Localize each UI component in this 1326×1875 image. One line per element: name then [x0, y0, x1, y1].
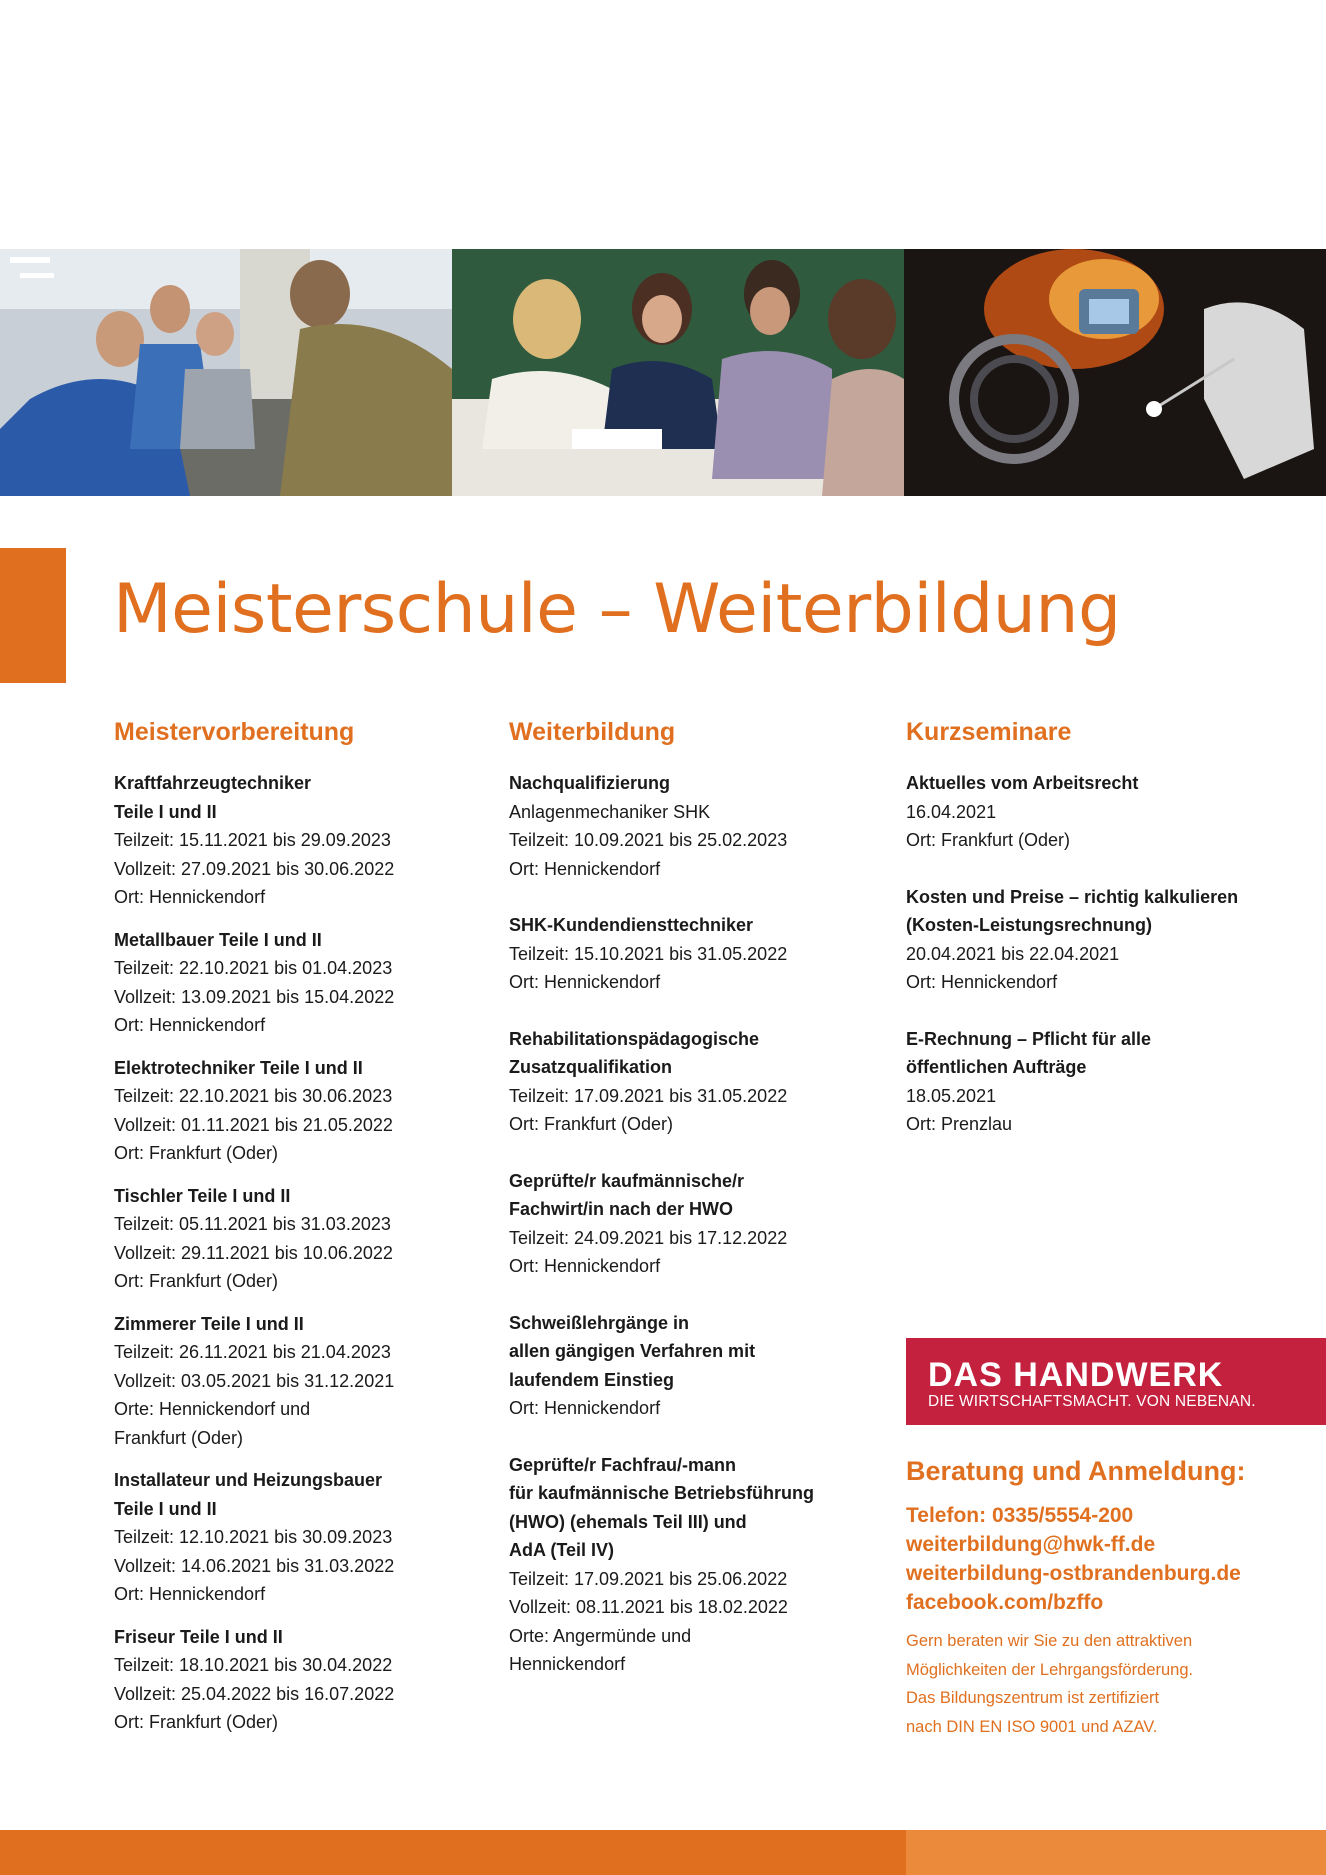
- course-detail-line: Vollzeit: 13.09.2021 bis 15.04.2022: [114, 986, 395, 1007]
- course-detail-line: Vollzeit: 08.11.2021 bis 18.02.2022: [509, 1597, 788, 1617]
- course-detail-line: Teilzeit: 05.11.2021 bis 31.03.2023: [114, 1214, 391, 1234]
- course-entry: [114, 1054, 474, 1168]
- phone-number[interactable]: Telefon: 0335/5554-200: [906, 1504, 1134, 1527]
- course-title-line: Schweißlehrgänge in: [509, 1312, 690, 1333]
- course-detail-line: Teilzeit: 10.09.2021 bis 25.02.2023: [509, 830, 788, 850]
- course-detail-line: Ort: Frankfurt (Oder): [114, 1712, 279, 1732]
- course-entry: [906, 769, 1306, 855]
- course-entry: [114, 1466, 474, 1609]
- course-detail-line: Frankfurt (Oder): [114, 1427, 244, 1448]
- banner-slogan: DIE WIRTSCHAFTSMACHT. VON NEBENAN.: [928, 1393, 1256, 1410]
- course-entry: [114, 1310, 474, 1453]
- column-title: Weiterbildung: [509, 718, 676, 746]
- course-title-line: Tischler Teile I und II: [114, 1185, 291, 1206]
- course-entry: [509, 911, 869, 997]
- course-detail-line: Teilzeit: 22.10.2021 bis 30.06.2023: [114, 1086, 393, 1106]
- footer-bar: [0, 1830, 906, 1875]
- contact-note: [906, 1627, 1316, 1741]
- course-title-line: Installateur und Heizungsbauer: [114, 1470, 383, 1490]
- welding-photo: [904, 249, 1326, 496]
- course-title-line: Aktuelles vom Arbeitsrecht: [906, 773, 1139, 793]
- column-title: Kurzseminare: [906, 718, 1072, 746]
- course-entry: [114, 1623, 474, 1737]
- course-detail-line: Ort: Hennickendorf: [509, 1256, 661, 1276]
- banner-logo-text: DAS HANDWERK: [928, 1356, 1224, 1394]
- course-title-line: Fachwirt/in nach der HWO: [509, 1199, 734, 1219]
- course-title-line: (Kosten-Leistungsrechnung): [906, 915, 1152, 935]
- course-title-line: Rehabilitationspädagogische: [509, 1028, 760, 1049]
- course-title-line: laufendem Einstieg: [509, 1369, 675, 1390]
- course-detail-line: Ort: Hennickendorf: [509, 972, 661, 992]
- course-detail-line: Ort: Hennickendorf: [509, 1398, 661, 1418]
- footer-bar-light: [906, 1830, 1326, 1875]
- contact-title: Beratung und Anmeldung:: [906, 1456, 1246, 1486]
- course-title-line: AdA (Teil IV): [509, 1540, 614, 1560]
- course-detail-line: Teilzeit: 22.10.2021 bis 01.04.2023: [114, 958, 393, 978]
- course-entry: [509, 1167, 869, 1281]
- course-detail-line: Ort: Hennickendorf: [114, 1584, 266, 1604]
- course-entry: [509, 1309, 869, 1423]
- course-entry: [114, 769, 474, 912]
- course-entry: [906, 1025, 1306, 1139]
- course-entry: [509, 1025, 869, 1139]
- note-line: Gern beraten wir Sie zu den attraktiven: [906, 1632, 1193, 1650]
- course-title-line: Nachqualifizierung: [509, 773, 671, 793]
- course-entry: [114, 926, 474, 1040]
- course-title-line: Elektrotechniker Teile I und II: [114, 1057, 363, 1078]
- course-detail-line: Ort: Prenzlau: [906, 1114, 1013, 1134]
- course-entry: [906, 883, 1306, 997]
- column-meistervorbereitung: [114, 715, 474, 1751]
- course-detail-line: Ort: Hennickendorf: [509, 858, 661, 879]
- column-title: Meistervorbereitung: [114, 718, 355, 746]
- course-title-line: Teile I und II: [114, 1498, 217, 1519]
- course-detail-line: Teilzeit: 18.10.2021 bis 30.04.2022: [114, 1655, 393, 1675]
- course-title-line: allen gängigen Verfahren mit: [509, 1341, 756, 1361]
- photo-strip: [0, 249, 1326, 496]
- course-title-line: E-Rechnung – Pflicht für alle: [906, 1028, 1152, 1049]
- course-entry: [509, 1451, 869, 1679]
- course-detail-line: Teilzeit: 24.09.2021 bis 17.12.2022: [509, 1227, 788, 1248]
- course-detail-line: 18.05.2021: [906, 1085, 997, 1106]
- course-detail-line: Teilzeit: 17.09.2021 bis 31.05.2022: [509, 1085, 788, 1106]
- course-title-line: Kosten und Preise – richtig kalkulieren: [906, 886, 1239, 907]
- course-title-line: Geprüfte/r Fachfrau/-mann: [509, 1454, 737, 1475]
- course-detail-line: 16.04.2021: [906, 801, 997, 822]
- course-title-line: Metallbauer Teile I und II: [114, 929, 322, 950]
- course-title-line: Teile I und II: [114, 801, 217, 822]
- facebook-link[interactable]: facebook.com/bzffo: [906, 1591, 1104, 1614]
- course-title-line: (HWO) (ehemals Teil III) und: [509, 1511, 747, 1532]
- classroom-photo: [452, 249, 904, 496]
- course-detail-line: Hennickendorf: [509, 1654, 626, 1674]
- course-detail-line: Vollzeit: 14.06.2021 bis 31.03.2022: [114, 1555, 395, 1576]
- accent-bar: [0, 548, 66, 683]
- course-detail-line: Teilzeit: 12.10.2021 bis 30.09.2023: [114, 1527, 393, 1547]
- column-weiterbildung: [509, 715, 869, 1707]
- course-title-line: Zusatzqualifikation: [509, 1057, 673, 1077]
- course-title-line: Geprüfte/r kaufmännische/r: [509, 1170, 745, 1191]
- note-line: Möglichkeiten der Lehrgangsförderung.: [906, 1660, 1194, 1679]
- course-title-line: Zimmerer Teile I und II: [114, 1313, 304, 1334]
- course-detail-line: Ort: Hennickendorf: [906, 972, 1058, 992]
- note-line: Das Bildungszentrum ist zertifiziert: [906, 1689, 1160, 1707]
- course-title-line: SHK-Kundendiensttechniker: [509, 915, 754, 935]
- course-detail-line: Ort: Hennickendorf: [114, 1015, 266, 1035]
- course-detail-line: Vollzeit: 27.09.2021 bis 30.06.2022: [114, 858, 395, 879]
- course-detail-line: Orte: Angermünde und: [509, 1625, 692, 1646]
- course-title-line: für kaufmännische Betriebsführung: [509, 1483, 815, 1503]
- course-detail-line: Anlagenmechaniker SHK: [509, 801, 711, 822]
- course-detail-line: Ort: Frankfurt (Oder): [114, 1143, 279, 1163]
- course-detail-line: Ort: Frankfurt (Oder): [114, 1271, 279, 1291]
- course-detail-line: Ort: Hennickendorf: [114, 887, 266, 907]
- course-detail-line: Teilzeit: 15.11.2021 bis 29.09.2023: [114, 830, 391, 850]
- course-detail-line: Teilzeit: 26.11.2021 bis 21.04.2023: [114, 1342, 391, 1362]
- page-title: Meisterschule – Weiterbildung: [113, 570, 1121, 649]
- email-link[interactable]: weiterbildung@hwk-ff.de: [906, 1533, 1156, 1556]
- note-line: nach DIN EN ISO 9001 und AZAV.: [906, 1717, 1158, 1736]
- course-detail-line: Vollzeit: 29.11.2021 bis 10.06.2022: [114, 1242, 393, 1263]
- course-title-line: Friseur Teile I und II: [114, 1626, 283, 1647]
- course-detail-line: Vollzeit: 01.11.2021 bis 21.05.2022: [114, 1114, 393, 1135]
- website-link[interactable]: weiterbildung-ostbrandenburg.de: [906, 1562, 1241, 1585]
- column-kurzseminare: [906, 715, 1306, 1167]
- course-entry: [509, 769, 869, 883]
- course-entry: [114, 1182, 474, 1296]
- course-detail-line: Vollzeit: 25.04.2022 bis 16.07.2022: [114, 1683, 395, 1704]
- course-detail-line: Ort: Frankfurt (Oder): [509, 1114, 674, 1134]
- course-detail-line: 20.04.2021 bis 22.04.2021: [906, 943, 1120, 964]
- course-detail-line: Teilzeit: 15.10.2021 bis 31.05.2022: [509, 943, 788, 964]
- das-handwerk-banner: [906, 1338, 1326, 1425]
- course-detail-line: Vollzeit: 03.05.2021 bis 31.12.2021: [114, 1370, 395, 1391]
- course-detail-line: Orte: Hennickendorf und: [114, 1399, 311, 1419]
- course-title-line: Kraftfahrzeugtechniker: [114, 773, 312, 793]
- course-detail-line: Teilzeit: 17.09.2021 bis 25.06.2022: [509, 1568, 788, 1589]
- course-detail-line: Ort: Frankfurt (Oder): [906, 830, 1071, 850]
- workshop-photo: [0, 249, 452, 496]
- course-title-line: öffentlichen Aufträge: [906, 1057, 1087, 1077]
- contact-block: [906, 1453, 1316, 1741]
